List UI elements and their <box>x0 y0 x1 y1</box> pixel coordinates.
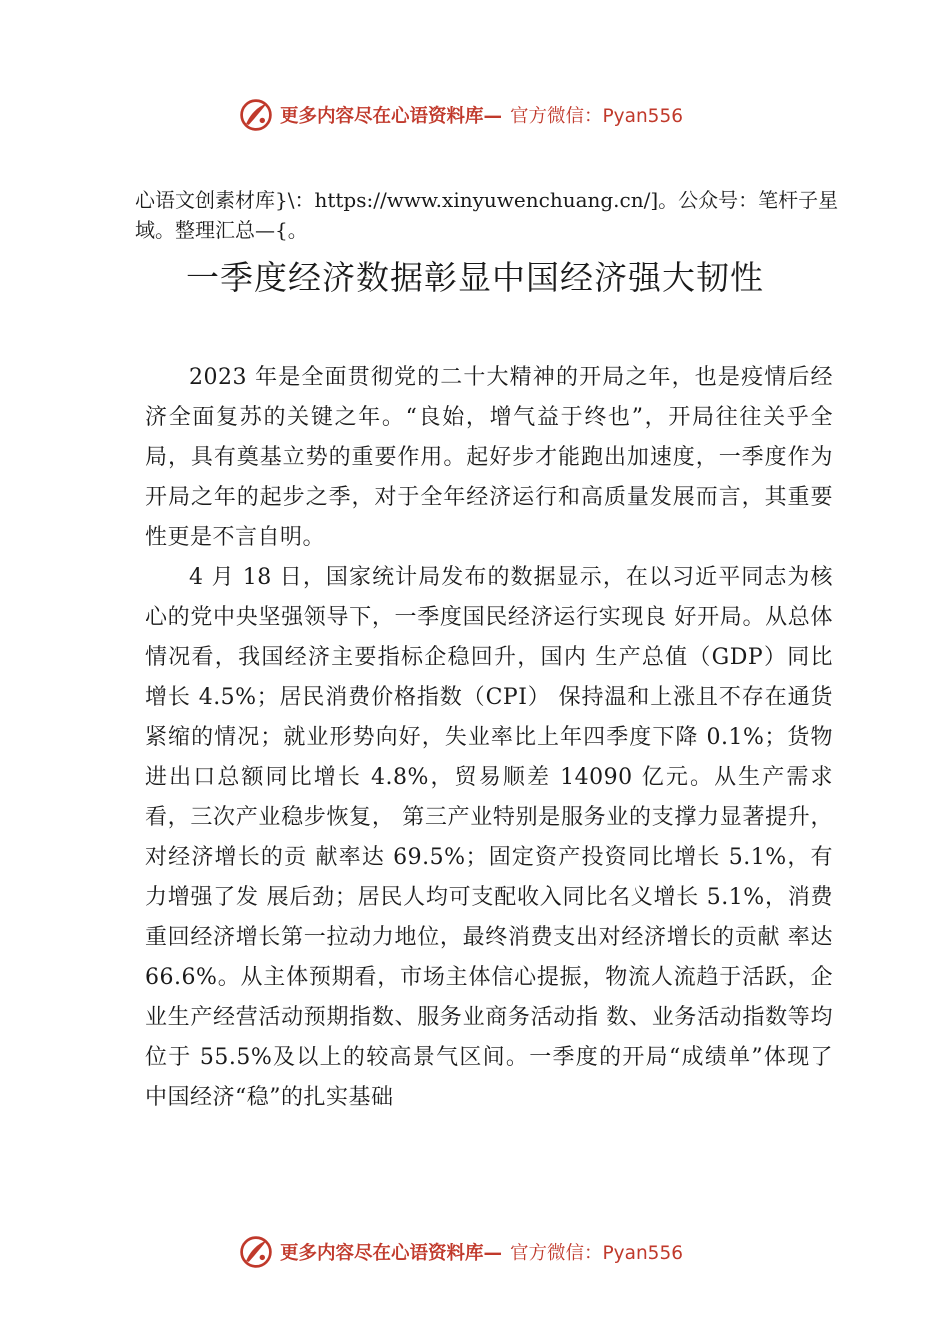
paragraph: 2023 年是全面贯彻党的二十大精神的开局之年，也是疫情后经济全面复苏的关键之年。“良始，增气益于终也”，开局往往关乎全局，具有奠基立势的重要作用。起好步才能跑出加速度，一季度作为开局之年的起步之季，对于全年经济运行和高质量发展而言，其重要性更是不言自明。 <box>145 365 833 550</box>
banner-wechat: 官方微信：Pyan556 <box>510 1243 683 1264</box>
article-body <box>145 358 833 1118</box>
banner-text: 更多内容尽在心语资料库— <box>280 106 503 127</box>
banner-text: 更多内容尽在心语资料库— <box>280 1243 503 1264</box>
banner-wechat: 官方微信：Pyan556 <box>510 106 683 127</box>
ink-brush-logo-icon <box>238 97 274 133</box>
top-banner[interactable] <box>238 95 683 135</box>
ink-brush-logo-icon <box>238 1234 274 1270</box>
bottom-banner[interactable] <box>238 1232 683 1272</box>
paragraph: 4 月 18 日，国家统计局发布的数据显示，在以习近平同志为核心的党中央坚强领导下，一季度国民经济运行实现良 好开局。从总体情况看，我国经济主要指标企稳回升，国内 生产总值（GDP）同比增长 4.5%；居民消费价格指数（CPI） 保持温和上涨且不存在通货紧缩的情况；就业形势向好，失业率比上年四季度下降 0.1%；货物进出口总额同比增长 4.8%，贸易顺差 14090 亿元。从生产需求看，三次产业稳步恢复， 第三产业特别是服务业的支撑力显著提升，对经济增长的贡 献率达 69.5%；固定资产投资同比增长 5.1%，有力增强了发 展后劲；居民人均可支配收入同比名义增长 5.1%，消费重回经济增长第一拉动力地位，最终消费支出对经济增长的贡献 率达 66.6%。从主体预期看，市场主体信心提振，物流人流趋于活跃，企业生产经营活动预期指数、服务业商务活动指 数、业务活动指数等均位于 55.5%及以上的较高景气区间。一季度的开局“成绩单”体现了中国经济“稳”的扎实基础 <box>145 565 833 1110</box>
page-title: 一季度经济数据彰显中国经济强大韧性 <box>186 258 764 297</box>
header-note: 心语文创素材库}\：https://www.xinyuwenchuang.cn/]。公众号：笔杆子星域。整理汇总—{。 <box>135 188 839 242</box>
